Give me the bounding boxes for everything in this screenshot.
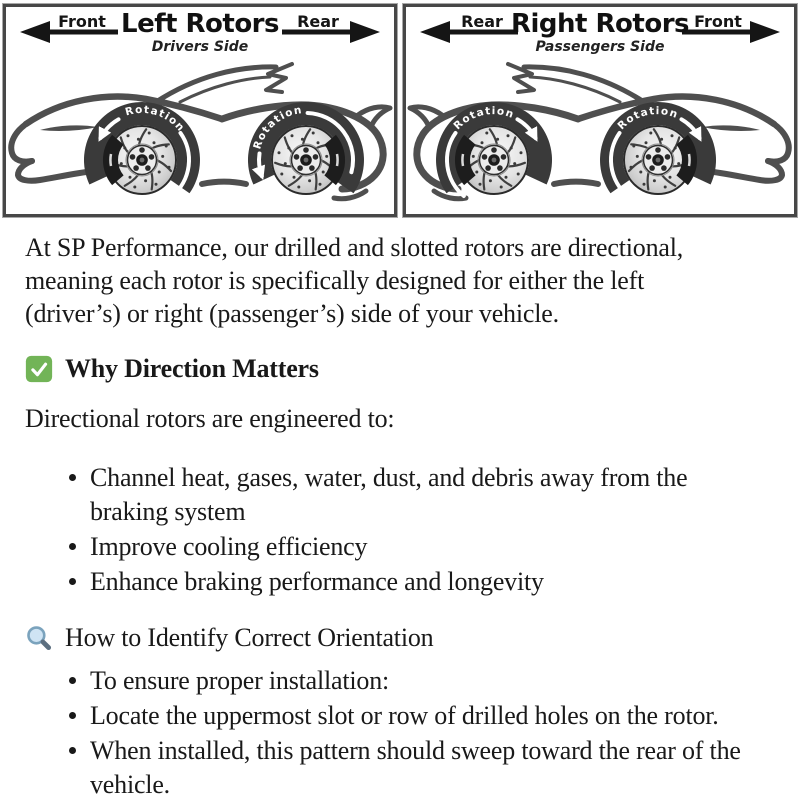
rotation-label: Rotation xyxy=(615,105,681,133)
list-item-line: When installed, this pattern should sweep toward the rear of the xyxy=(90,736,741,765)
section-title: How to Identify Correct Orientation xyxy=(65,623,434,652)
arrow-left-icon xyxy=(420,21,450,43)
arrow-right-icon xyxy=(750,21,780,43)
panel-title: Right Rotors xyxy=(510,9,689,39)
bullet-marker xyxy=(69,578,76,585)
left-rotors-panel xyxy=(3,4,397,217)
list-item-line: Channel heat, gases, water, dust, and debris away from the xyxy=(90,463,688,492)
list-item xyxy=(90,664,788,698)
right-panel-title-block xyxy=(490,11,710,55)
front-label: Front xyxy=(694,12,742,31)
rotation-label: Rotation xyxy=(451,105,517,133)
list-item xyxy=(90,530,788,564)
bullet-marker xyxy=(69,677,76,684)
intro-line: At SP Performance, our drilled and slotted rotors are directional, xyxy=(25,233,684,262)
magnifying-glass-icon xyxy=(25,624,53,652)
benefits-list xyxy=(25,461,788,599)
rotor-direction-diagram xyxy=(0,0,800,217)
rear-label: Rear xyxy=(297,12,339,31)
bullet-marker xyxy=(69,747,76,754)
panel-subtitle: Passengers Side xyxy=(535,39,665,56)
orientation-list xyxy=(25,664,788,800)
list-item-line: Locate the uppermost slot or row of drilled holes on the rotor. xyxy=(90,701,719,730)
right-car-illustration xyxy=(406,58,794,216)
arrow-right-icon xyxy=(350,21,380,43)
rotation-label: Rotation xyxy=(251,104,304,151)
list-item-line: Improve cooling efficiency xyxy=(90,532,368,561)
intro-line: meaning each rotor is specifically designed for either the left xyxy=(25,266,645,295)
list-item xyxy=(90,565,788,599)
bullet-marker xyxy=(69,543,76,550)
section-how-to-identify xyxy=(25,621,788,655)
list-item-line: Enhance braking performance and longevity xyxy=(90,567,544,596)
arrow-left-icon xyxy=(20,21,50,43)
front-label: Front xyxy=(58,12,106,31)
section-title: Why Direction Matters xyxy=(65,354,319,383)
list-item-line: vehicle. xyxy=(90,770,170,799)
panel-title: Left Rotors xyxy=(121,9,279,39)
intro-paragraph xyxy=(25,231,788,330)
panel-subtitle: Drivers Side xyxy=(151,39,249,56)
rear-label: Rear xyxy=(461,12,503,31)
list-item-line: To ensure proper installation: xyxy=(90,666,390,695)
right-rotors-panel xyxy=(403,4,797,217)
check-mark-icon xyxy=(25,355,53,383)
section1-lead: Directional rotors are engineered to: xyxy=(25,404,395,433)
intro-line: (driver’s) or right (passenger’s) side of your vehicle. xyxy=(25,299,559,328)
left-car-illustration xyxy=(6,58,394,216)
list-item xyxy=(90,461,788,529)
list-item xyxy=(90,734,788,800)
list-item-line: braking system xyxy=(90,497,246,526)
bullet-marker xyxy=(69,712,76,719)
list-item xyxy=(90,699,788,733)
article-content xyxy=(0,231,800,800)
bullet-marker xyxy=(69,474,76,481)
left-panel-title-block xyxy=(90,11,310,55)
section-why-direction-matters xyxy=(25,352,788,386)
rotation-label: Rotation xyxy=(124,103,188,135)
